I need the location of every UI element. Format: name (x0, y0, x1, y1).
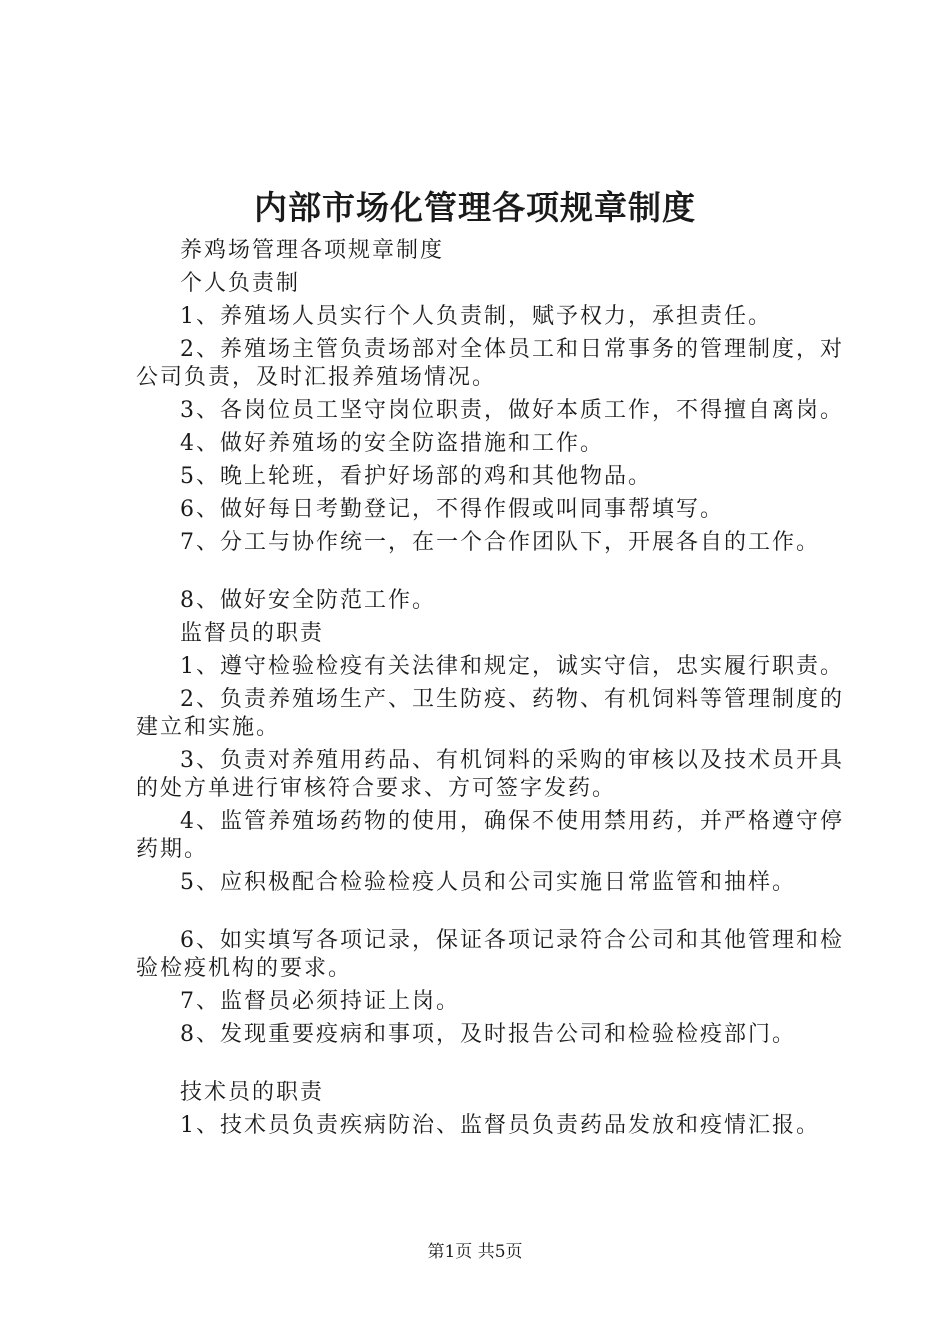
document-title: 内部市场化管理各项规章制度 (254, 188, 696, 227)
paragraph: 1、技术员负责疾病防治、监督员负责药品发放和疫情汇报。 (180, 1113, 820, 1138)
paragraph: 6、如实填写各项记录，保证各项记录符合公司和其他管理和检验检疫机构的要求。 (136, 928, 844, 981)
paragraph: 5、应积极配合检验检疫人员和公司实施日常监管和抽样。 (180, 870, 796, 895)
paragraph: 7、监督员必须持证上岗。 (180, 989, 460, 1014)
paragraph: 5、晚上轮班，看护好场部的鸡和其他物品。 (180, 464, 652, 489)
document-body (136, 237, 856, 1145)
paragraph-heading: 养鸡场管理各项规章制度 (180, 238, 445, 263)
paragraph: 4、做好养殖场的安全防盗措施和工作。 (180, 431, 604, 456)
paragraph: 7、分工与协作统一，在一个合作团队下，开展各自的工作。 (180, 530, 820, 555)
spacer (136, 562, 856, 587)
section-heading-supervisor: 监督员的职责 (180, 621, 325, 646)
page-footer: 第1页 共5页 (427, 1242, 523, 1262)
section-heading-technician: 技术员的职责 (180, 1080, 325, 1105)
section-heading-personal: 个人负责制 (180, 271, 301, 296)
paragraph: 3、各岗位员工坚守岗位职责，做好本质工作，不得擅自离岗。 (180, 398, 844, 423)
paragraph: 4、监管养殖场药物的使用，确保不使用禁用药，并严格遵守停药期。 (136, 809, 844, 862)
paragraph: 3、负责对养殖用药品、有机饲料的采购的审核以及技术员开具的处方单进行审核符合要求、方可签字发药。 (136, 748, 844, 801)
spacer (136, 902, 856, 927)
paragraph: 6、做好每日考勤登记，不得作假或叫同事帮填写。 (180, 497, 724, 522)
paragraph: 8、发现重要疫病和事项，及时报告公司和检验检疫部门。 (180, 1022, 796, 1047)
paragraph: 2、负责养殖场生产、卫生防疫、药物、有机饲料等管理制度的建立和实施。 (136, 687, 844, 740)
paragraph: 1、遵守检验检疫有关法律和规定，诚实守信，忠实履行职责。 (180, 654, 844, 679)
paragraph: 1、养殖场人员实行个人负责制，赋予权力，承担责任。 (180, 304, 772, 329)
paragraph: 2、养殖场主管负责场部对全体员工和日常事务的管理制度，对公司负责，及时汇报养殖场情况。 (136, 337, 844, 390)
paragraph: 8、做好安全防范工作。 (180, 588, 436, 613)
spacer (136, 1054, 856, 1079)
